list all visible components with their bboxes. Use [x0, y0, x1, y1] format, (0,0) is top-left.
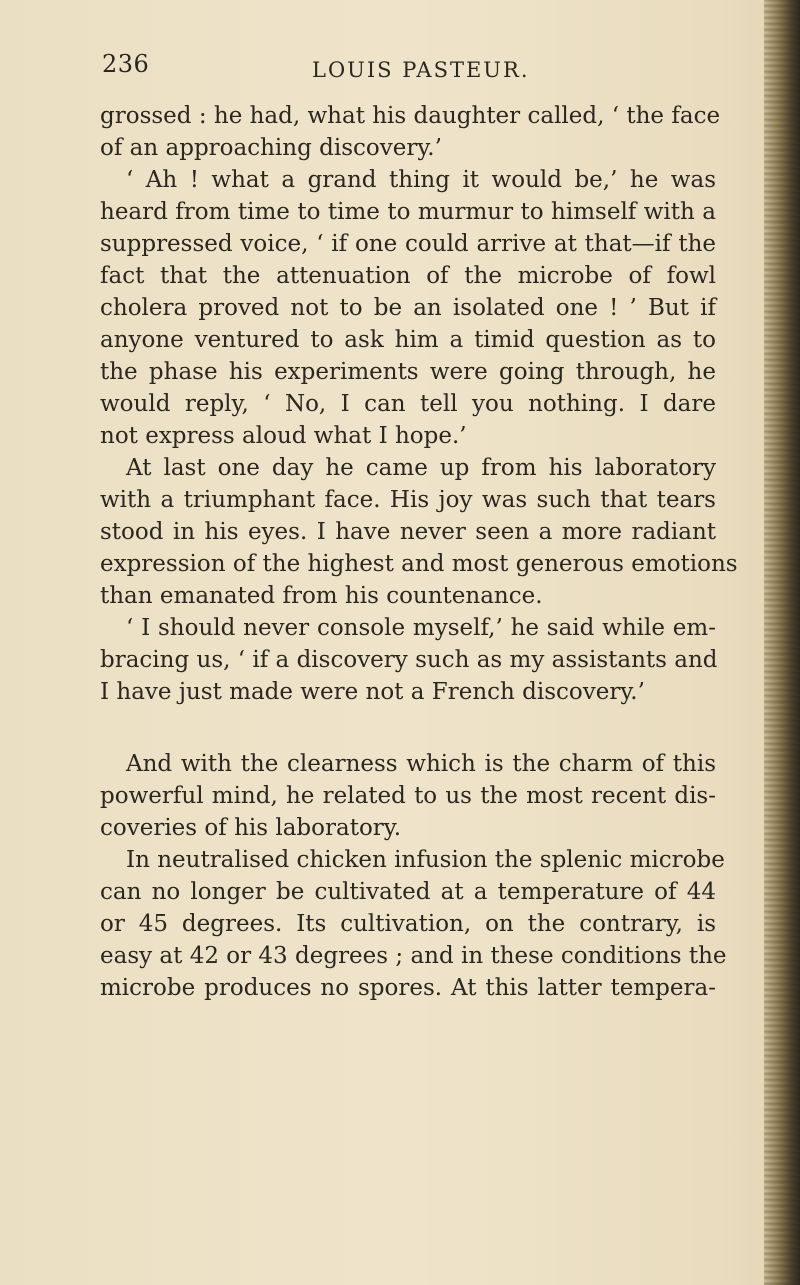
text-line: anyone ventured to ask him a timid question as to [100, 327, 716, 353]
text-line: And with the clearness which is the charm of this [126, 751, 716, 777]
text-line: stood in his eyes. I have never seen a more radiant [100, 519, 716, 545]
text-line: In neutralised chicken infusion the splenic microbe [126, 847, 725, 873]
text-line: I have just made were not a French discovery.’ [100, 679, 645, 705]
text-line: grossed : he had, what his daughter called, ‘ the face [100, 103, 721, 129]
text-line: or 45 degrees. Its cultivation, on the contrary, is [100, 911, 716, 937]
text-line: At last one day he came up from his laboratory [126, 455, 716, 481]
text-line: bracing us, ‘ if a discovery such as my assistants and [100, 647, 718, 673]
text-line: than emanated from his countenance. [100, 583, 543, 609]
text-line: would reply, ‘ No, I can tell you nothing. I dare [100, 391, 716, 417]
text-line: the phase his experiments were going through, he [100, 359, 716, 385]
text-line: not express aloud what I hope.’ [100, 423, 467, 449]
running-head [102, 50, 702, 90]
text-line: with a triumphant face. His joy was such that tears [100, 487, 716, 513]
page-number: 236 [102, 50, 150, 78]
text-line: fact that the attenuation of the microbe of fowl [100, 263, 716, 289]
text-line: heard from time to time to murmur to himself with a [100, 199, 716, 225]
page-edge-shadow [764, 0, 800, 1285]
text-line: suppressed voice, ‘ if one could arrive at that—if the [100, 231, 716, 257]
text-line: of an approaching discovery.’ [100, 135, 442, 161]
text-line: ‘ I should never console myself,’ he said while em- [126, 615, 716, 641]
running-title: LOUIS PASTEUR. [312, 58, 530, 82]
text-line: coveries of his laboratory. [100, 815, 402, 841]
text-line: easy at 42 or 43 degrees ; and in these conditions the [100, 943, 727, 969]
paragraph-gap [100, 708, 716, 748]
text-line: microbe produces no spores. At this latter tempera- [100, 975, 716, 1001]
body-text [100, 100, 738, 1004]
text-line: can no longer be cultivated at a temperature of 44 [100, 879, 716, 905]
text-line: cholera proved not to be an isolated one ! ’ But if [100, 295, 716, 321]
text-line: powerful mind, he related to us the most recent dis- [100, 783, 716, 809]
text-line: ‘ Ah ! what a grand thing it would be,’ he was [126, 167, 716, 193]
text-line: expression of the highest and most generous emotions [100, 551, 738, 577]
